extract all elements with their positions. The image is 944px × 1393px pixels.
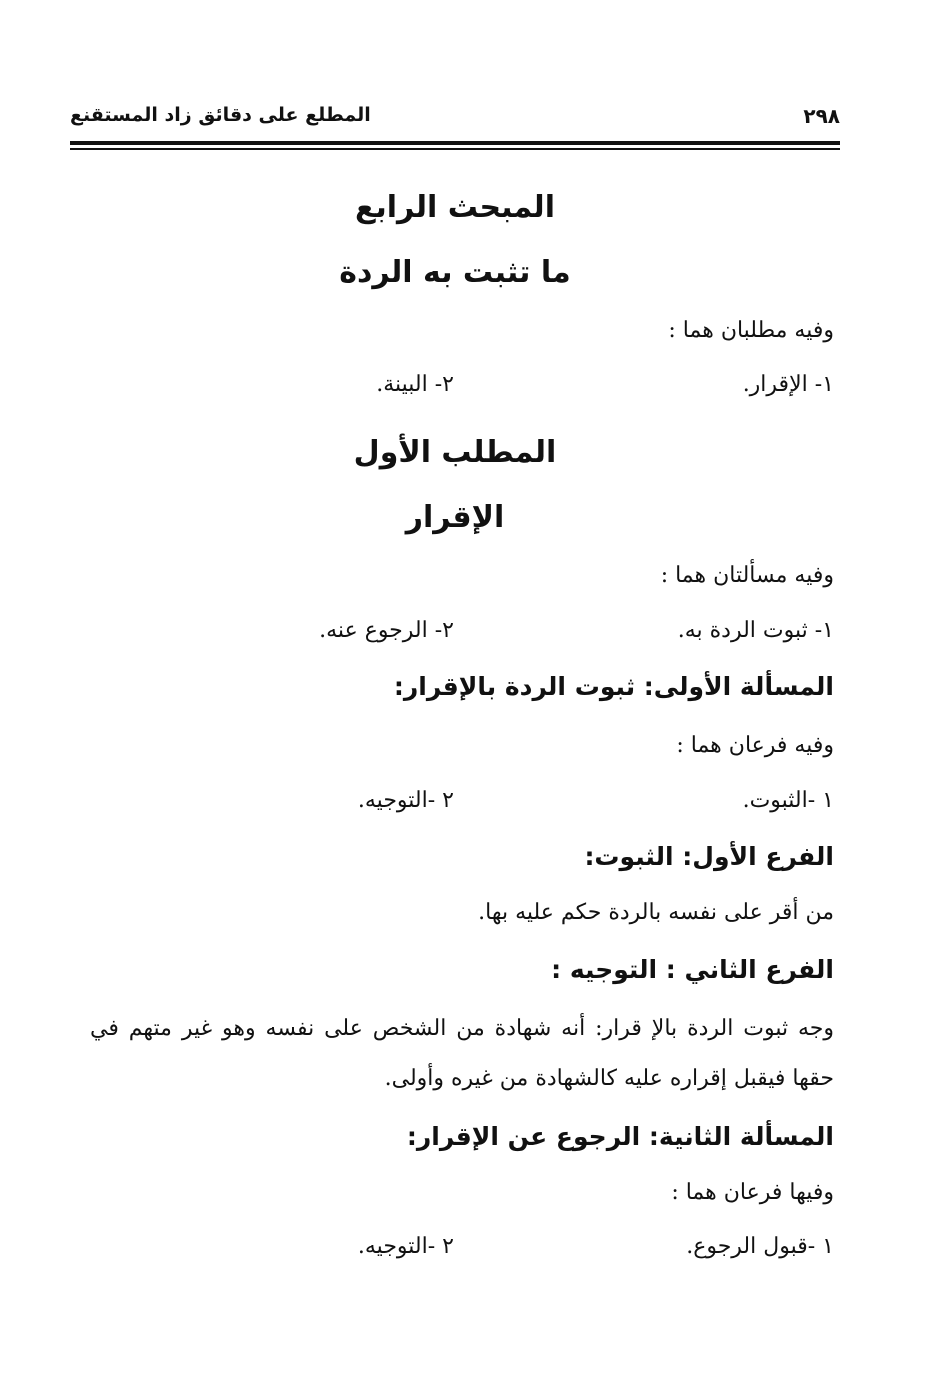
- masala-1-item-2: ٢ -التوجيه.: [357, 788, 454, 813]
- matlab-subheading: الإقرار: [405, 500, 505, 535]
- page-header: [70, 104, 840, 144]
- section-intro: وفيه مطلبان هما :: [668, 318, 834, 343]
- header-rule-thin: [70, 148, 840, 150]
- header-rule-thick: [70, 141, 840, 145]
- far-1-text: من أقر على نفسه بالردة حكم عليه بها.: [478, 900, 834, 925]
- section-subheading: ما تثبت به الردة: [339, 255, 571, 290]
- masala-2-item-1: ١ -قبول الرجوع.: [686, 1234, 834, 1259]
- running-title: المطلع على دقائق زاد المستقنع: [70, 104, 371, 126]
- far-2-text: وجه ثبوت الردة بالإ قرار: أنه شهادة من الشخص على نفسه وهو غير متهم في حقها فيقبل إقراره عليه كالشهادة من غيره وأولى.: [90, 1016, 834, 1091]
- masala-2-item-2: ٢ -التوجيه.: [357, 1234, 454, 1259]
- masala-1-item-1: ١ -الثبوت.: [742, 788, 834, 813]
- far-2-heading: الفرع الثاني : التوجيه :: [551, 955, 834, 984]
- section-item-2: ٢- البينة.: [376, 372, 454, 397]
- masala-2-intro: وفيها فرعان هما :: [671, 1180, 834, 1205]
- matlab-item-1: ١- ثبوت الردة به.: [677, 618, 834, 643]
- matlab-intro: وفيه مسألتان هما :: [660, 563, 834, 588]
- far-1-heading: الفرع الأول: الثبوت:: [584, 842, 834, 871]
- section-heading: المبحث الرابع: [355, 190, 555, 225]
- masala-2-heading: المسألة الثانية: الرجوع عن الإقرار:: [406, 1122, 834, 1151]
- section-item-1: ١- الإقرار.: [742, 372, 834, 397]
- matlab-item-2: ٢- الرجوع عنه.: [319, 618, 454, 643]
- matlab-heading: المطلب الأول: [353, 435, 557, 470]
- masala-1-heading: المسألة الأولى: ثبوت الردة بالإقرار:: [393, 672, 834, 701]
- masala-1-intro: وفيه فرعان هما :: [676, 733, 834, 758]
- page-number: ٢٩٨: [803, 104, 840, 128]
